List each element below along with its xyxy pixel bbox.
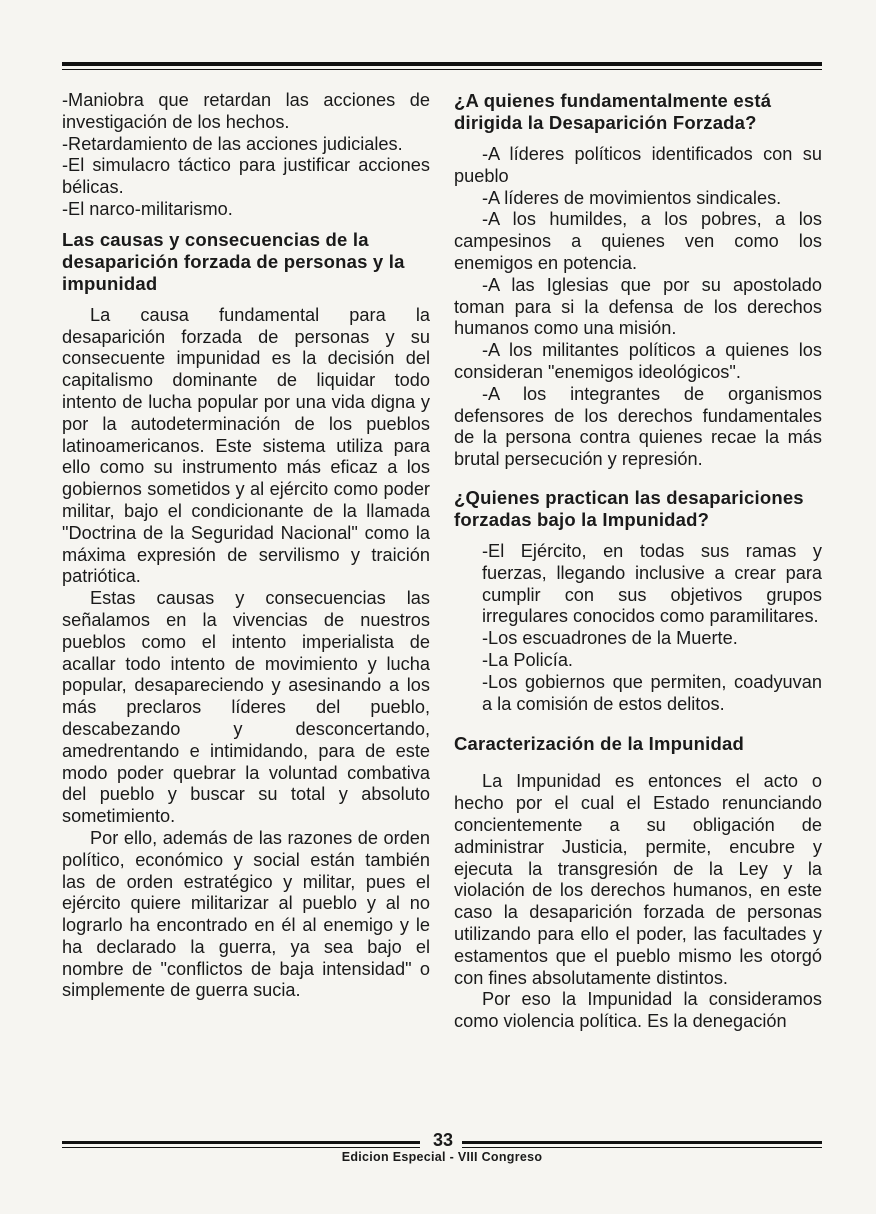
top-rule-thin xyxy=(62,69,822,70)
footer-rule-left-thin xyxy=(62,1147,420,1148)
footer-rule-right-thin xyxy=(462,1147,822,1148)
section-heading-characterization: Caracterización de la Impunidad xyxy=(454,733,744,755)
list-item: -A los humildes, a los pobres, a los campesinos a quienes ven como los enemigos en potencia. xyxy=(454,209,822,273)
page-number: 33 xyxy=(432,1130,454,1150)
paragraph: La causa fundamental para la desaparición forzada de personas y su consecuente impunidad es la decisión del capitalismo dominante de liquidar todo intento de lucha popular por una vida digna y por la autodeterminación de los pueblos latinoamericanos. Este sistema utiliza para ello como su instrumento más eficaz a los gobiernos sometidos y al ejército como poder militar, bajo el condicionante de la llamada "Doctrina de la Seguridad Nacional" como la máxima expresión de servilismo y traición patriótica. xyxy=(62,304,430,587)
section-heading-targets: ¿A quienes fundamentalmente está dirigida la Desaparición Forzada? xyxy=(454,90,772,133)
top-rule xyxy=(62,62,822,66)
paragraph: La Impunidad es entonces el acto o hecho por el cual el Estado renunciando concientemente a su obligación de administrar Justicia, permite, encubre y ejecuta la transgresión de la Ley y la violación de los derechos humanos, en este caso la desaparición forzada de personas utilizando para ello el poder, las facultades y estamentos que el pueblo mismo les otorgó con fines absolutamente distintos. xyxy=(454,771,822,988)
page-footer xyxy=(62,1130,822,1166)
list-item: -Maniobra que retardan las acciones de investigación de los hechos. xyxy=(62,90,430,132)
right-column xyxy=(454,90,822,1033)
left-column xyxy=(62,90,430,1002)
list-item: -Los escuadrones de la Muerte. xyxy=(482,628,738,649)
list-item: -La Policía. xyxy=(482,649,573,670)
footer-rule-right xyxy=(462,1141,822,1144)
list-item: -Los gobiernos que permiten, coadyuvan a la comisión de estos delitos. xyxy=(482,671,822,714)
list-item: -A líderes de movimientos sindicales. xyxy=(482,187,782,208)
list-item: -A los integrantes de organismos defensores de los derechos fundamentales de la persona contra quienes recae la más brutal persecución y represión. xyxy=(454,383,822,470)
list-item: -El narco-militarismo. xyxy=(62,198,233,219)
list-item: -A las Iglesias que por su apostolado toman para si la defensa de los derechos humanos como una misión. xyxy=(454,274,822,339)
list-item: -A los militantes políticos a quienes los consideran "enemigos ideológicos". xyxy=(454,340,822,382)
list-item: -El Ejército, en todas sus ramas y fuerzas, llegando inclusive a crear para cumplir con sus objetivos grupos irregulares conocidos como paramilitares. xyxy=(482,540,822,627)
paragraph: Por eso la Impunidad la consideramos como violencia política. Es la denegación xyxy=(454,989,822,1032)
paragraph: Por ello, además de las razones de orden político, económico y social están también las de orden estratégico y militar, pues el ejército quiere militarizar al pueblo y al no lograrlo ha encontrado en él al enemigo y le ha declarado la guerra, ya sea bajo el nombre de "conflictos de baja intensidad" o simplemente de guerra sucia. xyxy=(62,827,430,1001)
section-heading-perpetrators: ¿Quienes practican las desapariciones forzadas bajo la Impunidad? xyxy=(454,486,804,530)
edition-label: Edicion Especial - VIII Congreso xyxy=(341,1150,543,1164)
footer-rule-left xyxy=(62,1141,420,1144)
list-item: -Retardamiento de las acciones judiciales. xyxy=(62,133,403,154)
section-heading-causes: Las causas y consecuencias de la desaparición forzada de personas y la impunidad xyxy=(62,228,405,294)
paragraph: Estas causas y consecuencias las señalamos en la vivencias de nuestros pueblos como el intento imperialista de acallar todo intento de movimiento y lucha popular, desapareciendo y asesinando a los más preclaros líderes del pueblo, descabezando y desconcertando, amedrentando e intimidando, para de este modo poder quebrar la voluntad combativa del pueblo y buscar su total y absoluto sometimiento. xyxy=(62,588,430,827)
list-item: -El simulacro táctico para justificar acciones bélicas. xyxy=(62,155,430,198)
list-item: -A líderes políticos identificados con su pueblo xyxy=(454,144,822,186)
